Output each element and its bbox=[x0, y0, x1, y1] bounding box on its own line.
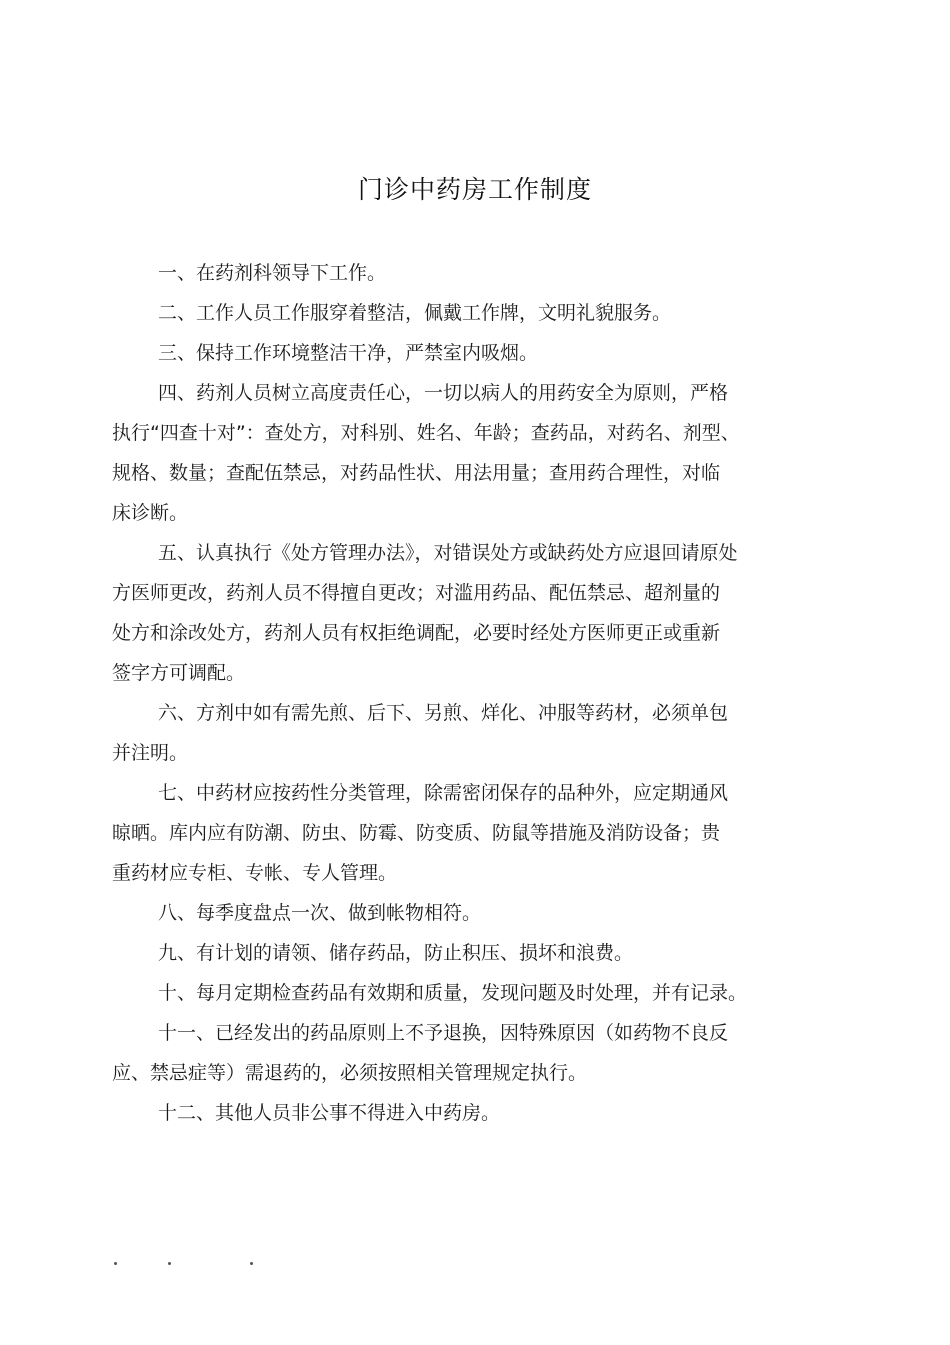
rule-line: 规格、数量；查配伍禁忌，对药品性状、用法用量；查用药合理性，对临 bbox=[112, 462, 721, 484]
rule-line: 晾晒。库内应有防潮、防虫、防霉、防变质、防鼠等措施及消防设备；贵 bbox=[112, 822, 721, 844]
rule-line: 七、中药材应按药性分类管理，除需密闭保存的品种外，应定期通风 bbox=[158, 782, 729, 804]
rule-line: 床诊断。 bbox=[112, 502, 189, 524]
rule-line: 三、保持工作环境整洁干净，严禁室内吸烟。 bbox=[158, 342, 539, 364]
footer-dot bbox=[114, 1262, 117, 1265]
rule-line: 十一、已经发出的药品原则上不予退换，因特殊原因（如药物不良反 bbox=[158, 1022, 729, 1044]
rule-line: 执行“四查十对”：查处方，对科别、姓名、年龄；查药品，对药名、剂型、 bbox=[112, 422, 740, 444]
rule-line: 五、认真执行《处方管理办法》，对错误处方或缺药处方应退回请原处 bbox=[158, 542, 738, 564]
rule-line: 签字方可调配。 bbox=[112, 662, 246, 684]
rule-line: 九、有计划的请领、储存药品，防止积压、损坏和浪费。 bbox=[158, 942, 634, 964]
rule-line: 四、药剂人员树立高度责任心，一切以病人的用药安全为原则，严格 bbox=[158, 382, 729, 404]
document-title: 门诊中药房工作制度 bbox=[357, 175, 592, 204]
rule-line: 重药材应专柜、专帐、专人管理。 bbox=[112, 862, 398, 884]
rule-line: 并注明。 bbox=[112, 742, 189, 764]
footer-dot bbox=[250, 1262, 253, 1265]
rule-line: 十二、其他人员非公事不得进入中药房。 bbox=[158, 1102, 501, 1124]
rule-line: 处方和涂改处方，药剂人员有权拒绝调配，必要时经处方医师更正或重新 bbox=[112, 622, 721, 644]
rule-line: 一、在药剂科领导下工作。 bbox=[158, 262, 387, 284]
footer-dot bbox=[168, 1262, 171, 1265]
rule-line: 十、每月定期检查药品有效期和质量，发现问题及时处理，并有记录。 bbox=[158, 982, 748, 1004]
rule-line: 方医师更改，药剂人员不得擅自更改；对滥用药品、配伍禁忌、超剂量的 bbox=[112, 582, 721, 604]
rule-line: 六、方剂中如有需先煎、后下、另煎、烊化、冲服等药材，必须单包 bbox=[158, 702, 729, 724]
rule-line: 二、工作人员工作服穿着整洁，佩戴工作牌，文明礼貌服务。 bbox=[158, 302, 672, 324]
rule-line: 八、每季度盘点一次、做到帐物相符。 bbox=[158, 902, 482, 924]
rule-line: 应、禁忌症等）需退药的，必须按照相关管理规定执行。 bbox=[112, 1062, 588, 1084]
